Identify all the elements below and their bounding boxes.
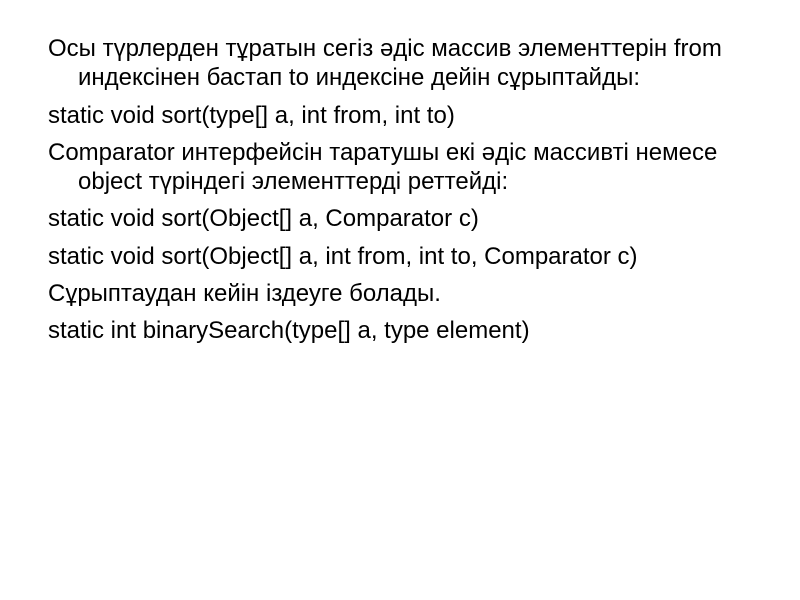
sort-range-description: Осы түрлерден тұратын сегіз әдіс массив элементтерін from индексінен бастап to индексіне дейін сұрыптайды: bbox=[48, 35, 722, 92]
comparator-description: Comparator интерфейсін таратушы екі әдіс массивті немесе object түріндегі элементтерді реттейді: bbox=[48, 138, 718, 196]
sort-comparator-signature: static void sort(Object[] a, Comparator c) bbox=[48, 205, 479, 233]
sort-range-comparator-signature: static void sort(Object[] a, int from, int to, Comparator c) bbox=[48, 242, 638, 270]
search-description: Сұрыптаудан кейін іздеуге болады. bbox=[48, 279, 441, 307]
binary-search-signature: static int binarySearch(type[] a, type element) bbox=[48, 317, 530, 345]
slide-body bbox=[48, 34, 768, 353]
sort-range-signature: static void sort(type[] a, int from, int to) bbox=[48, 101, 455, 129]
